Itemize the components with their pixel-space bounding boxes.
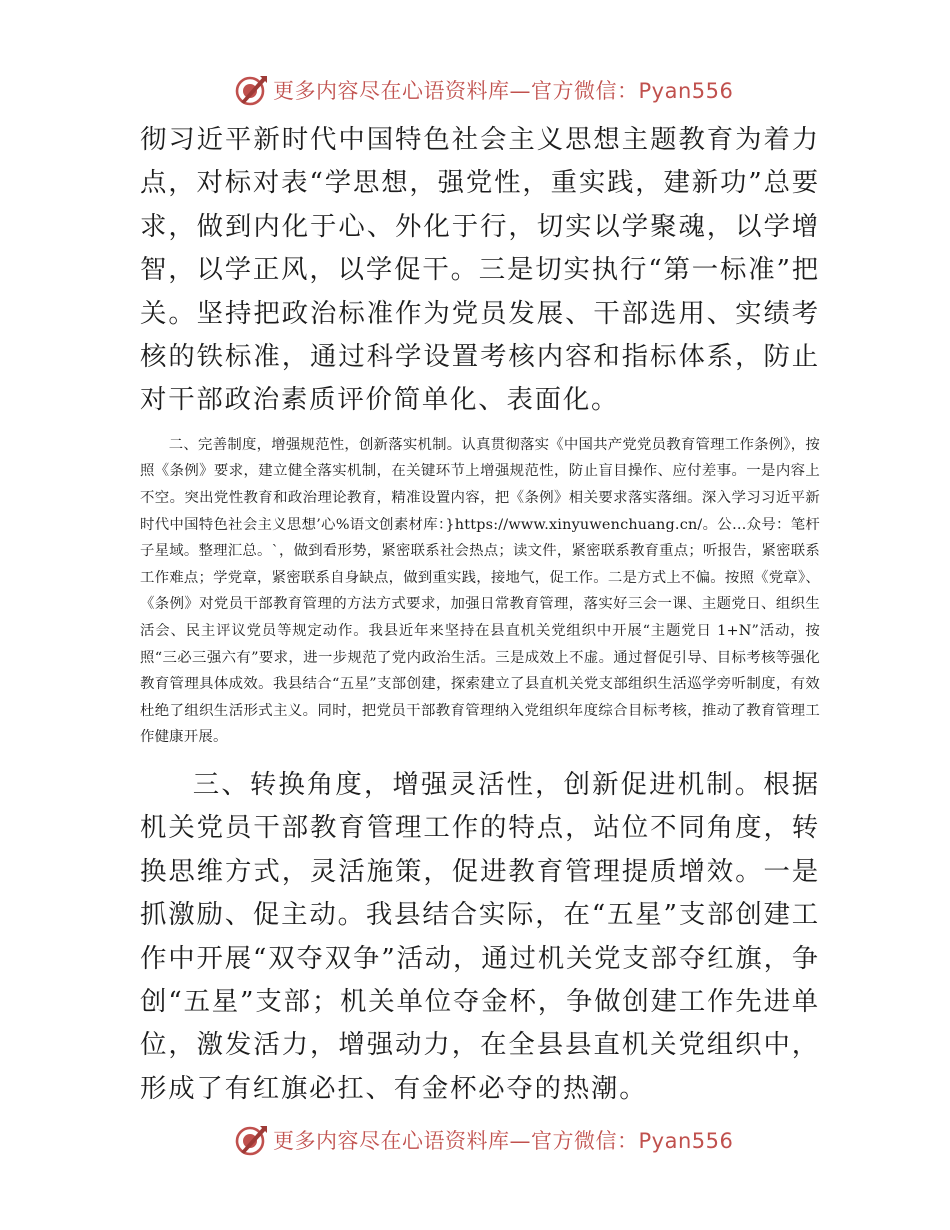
watermark-text: 更多内容尽在心语资料库—官方微信：Pyan556 <box>273 79 734 103</box>
paragraph-bottom: 三、转换角度，增强灵活性，创新促进机制。根据机关党员干部教育管理工作的特点，站位不同角度，转换思维方式，灵活施策，促进教育管理提质增效。一是抓激励、促主动。我县结合实际，在“五星”支部创建工作中开展“双夺双争”活动，通过机关党支部夺红旗，争创“五星”支部；机关单位夺金杯，争做创建工作先进单位，激发活力，增强动力，在全县县直机关党组织中，形成了有红旗必扛、有金杯必夺的热潮。 <box>140 768 820 1104</box>
quill-logo-icon <box>233 72 269 108</box>
watermark-text: 更多内容尽在心语资料库—官方微信：Pyan556 <box>273 1129 734 1153</box>
document-body <box>140 118 820 1110</box>
quill-logo-icon <box>233 1122 269 1158</box>
watermark-header <box>233 70 753 110</box>
watermark-footer <box>233 1120 753 1160</box>
paragraph-top: 彻习近平新时代中国特色社会主义思想主题教育为着力点，对标对表“学思想，强党性，重实践，建新功”总要求，做到内化于心、外化于行，切实以学聚魂，以学增智，以学正风，以学促干。三是切实执行“第一标准”把关。坚持把政治标准作为党员发展、干部选用、实绩考核的铁标准，通过科学设置考核内容和指标体系，防止对干部政治素质评价简单化、表面化。 <box>140 124 820 416</box>
paragraph-middle: 二、完善制度，增强规范性，创新落实机制。认真贯彻落实《中国共产党党员教育管理工作条例》，按照《条例》要求，建立健全落实机制，在关键环节上增强规范性，防止盲目操作、应付差事。一是内容上不空。突出党性教育和政治理论教育，精准设置内容，把《条例》相关要求落实落细。深入学习习近平新时代中国特色社会主义思想’心%语文创素材库：}https://www.xinyuwenchuang.cn/。公…众号：笔杆子星域。整理汇总。`，做到看形势，紧密联系社会热点；读文件，紧密联系教育重点；听报告，紧密联系工作难点；学党章，紧密联系自身缺点，做到重实践，接地气，促工作。二是方式上不偏。按照《党章》、《条例》对党员干部教育管理的方法方式要求，加强日常教育管理，落实好三会一课、主题党日、组织生活会、民主评议党员等规定动作。我县近年来坚持在县直机关党组织中开展“主题党日 1+N”活动，按照“三必三强六有”要求，进一步规范了党内政治生活。三是成效上不虚。通过督促引导、目标考核等强化教育管理具体成效。我县结合“五星”支部创建，探索建立了县直机关党支部组织生活巡学旁听制度，有效杜绝了组织生活形式主义。同时，把党员干部教育管理纳入党组织年度综合目标考核，推动了教育管理工作健康开展。 <box>140 436 820 746</box>
